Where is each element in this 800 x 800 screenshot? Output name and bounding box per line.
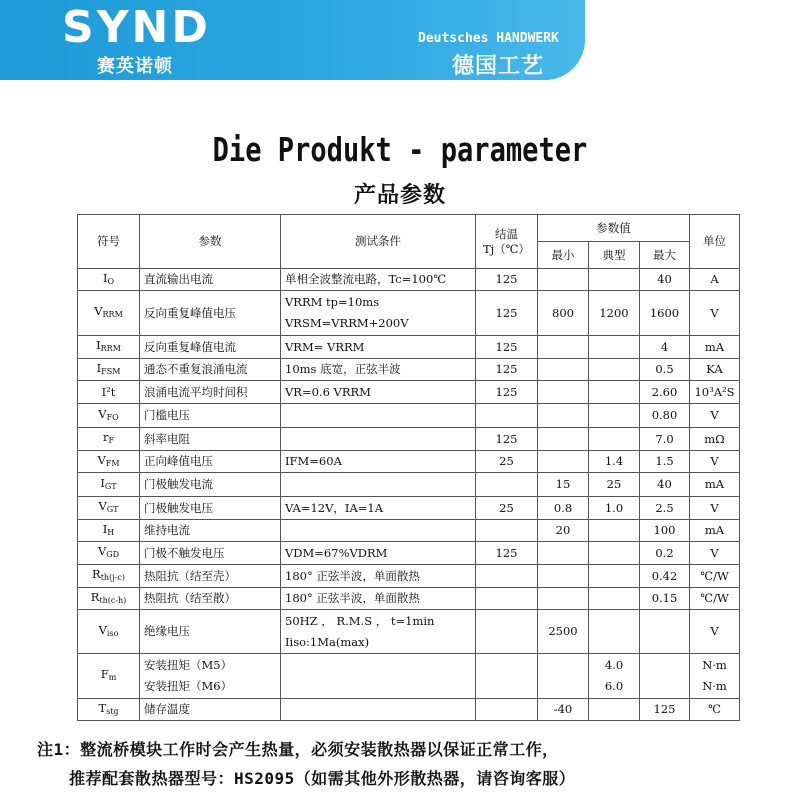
row-cond bbox=[281, 428, 476, 451]
row-max: 0.5 bbox=[640, 359, 690, 381]
row-typ bbox=[589, 542, 640, 565]
row-cond: 50HZ ， R.M.S ， t=1min Iiso:1Ma(max) bbox=[281, 610, 476, 654]
row-unit: KA bbox=[690, 359, 740, 381]
row-unit: V bbox=[690, 291, 740, 336]
row-symbol: I²t bbox=[78, 381, 140, 404]
row-symbol: $T_{stg}$ bbox=[78, 699, 140, 721]
row-min: 0.8 bbox=[538, 497, 589, 520]
row-cond bbox=[281, 654, 476, 699]
row-param: 绝缘电压 bbox=[140, 610, 281, 654]
table-row bbox=[78, 404, 740, 428]
row-symbol: $V_{GT}$ bbox=[78, 497, 140, 520]
row-unit: V bbox=[690, 610, 740, 654]
row-min bbox=[538, 336, 589, 359]
table-row bbox=[78, 699, 740, 721]
footnote-line-1: 注1：整流桥模块工作时会产生热量，必须安装散热器以保证正常工作， bbox=[37, 740, 559, 759]
row-symbol: $V_{RRM}$ bbox=[78, 291, 140, 336]
row-symbol: $R_{th(j-c)}$ bbox=[78, 565, 140, 588]
row-tj bbox=[476, 588, 538, 610]
header-typ: 典型 bbox=[589, 242, 640, 269]
row-tj: 125 bbox=[476, 336, 538, 359]
row-tj: 25 bbox=[476, 451, 538, 473]
row-symbol: $V_{GD}$ bbox=[78, 542, 140, 565]
row-unit: V bbox=[690, 542, 740, 565]
row-cond: 180° 正弦半波，单面散热 bbox=[281, 588, 476, 610]
row-symbol: $V_{FM}$ bbox=[78, 451, 140, 473]
row-typ bbox=[589, 404, 640, 428]
row-tj: 125 bbox=[476, 381, 538, 404]
row-tj bbox=[476, 565, 538, 588]
row-max: 40 bbox=[640, 269, 690, 291]
row-typ bbox=[589, 269, 640, 291]
row-min bbox=[538, 654, 589, 699]
header-symbol: 符号 bbox=[78, 215, 140, 269]
row-symbol: $I_{FSM}$ bbox=[78, 359, 140, 381]
header-param: 参数 bbox=[140, 215, 281, 269]
page-subtitle: 产品参数 bbox=[353, 183, 446, 208]
row-param: 斜率电阻 bbox=[140, 428, 281, 451]
row-cond: 单相全波整流电路，Tc=100℃ bbox=[281, 269, 476, 291]
row-max bbox=[640, 654, 690, 699]
row-min bbox=[538, 404, 589, 428]
row-typ bbox=[589, 381, 640, 404]
row-cond: VRM= VRRM bbox=[281, 336, 476, 359]
row-max: 0.42 bbox=[640, 565, 690, 588]
row-cond: IFM=60A bbox=[281, 451, 476, 473]
row-unit: mA bbox=[690, 520, 740, 542]
parameter-table bbox=[77, 214, 740, 721]
row-max: 125 bbox=[640, 699, 690, 721]
row-min bbox=[538, 381, 589, 404]
table-row bbox=[78, 473, 740, 497]
row-symbol: $I_{RRM}$ bbox=[78, 336, 140, 359]
row-typ: 1.4 bbox=[589, 451, 640, 473]
table-header-row bbox=[78, 215, 740, 242]
row-symbol: $I_O$ bbox=[78, 269, 140, 291]
table-row bbox=[78, 588, 740, 610]
row-unit: V bbox=[690, 451, 740, 473]
row-typ bbox=[589, 428, 640, 451]
row-symbol: $I_{GT}$ bbox=[78, 473, 140, 497]
row-max: 4 bbox=[640, 336, 690, 359]
table-row bbox=[78, 520, 740, 542]
row-unit: ℃/W bbox=[690, 588, 740, 610]
row-max: 1600 bbox=[640, 291, 690, 336]
row-cond: 180° 正弦半波，单面散热 bbox=[281, 565, 476, 588]
row-typ bbox=[589, 520, 640, 542]
row-tj bbox=[476, 654, 538, 699]
header-junction: 结温 Tj（℃） bbox=[476, 215, 538, 269]
row-max: 0.15 bbox=[640, 588, 690, 610]
row-symbol: $R_{th(c-h)}$ bbox=[78, 588, 140, 610]
row-cond: VDM=67%VDRM bbox=[281, 542, 476, 565]
row-typ: 4.0 6.0 bbox=[589, 654, 640, 699]
row-cond bbox=[281, 520, 476, 542]
row-min: 15 bbox=[538, 473, 589, 497]
table-row bbox=[78, 610, 740, 654]
row-max: 2.5 bbox=[640, 497, 690, 520]
row-unit: V bbox=[690, 497, 740, 520]
row-tj bbox=[476, 610, 538, 654]
row-tj: 125 bbox=[476, 269, 538, 291]
row-param: 浪涌电流平均时间积 bbox=[140, 381, 281, 404]
row-param: 反向重复峰值电流 bbox=[140, 336, 281, 359]
row-max: 100 bbox=[640, 520, 690, 542]
row-min bbox=[538, 542, 589, 565]
brand-logo: SYND bbox=[62, 2, 211, 53]
table-row bbox=[78, 269, 740, 291]
header-min: 最小 bbox=[538, 242, 589, 269]
row-min bbox=[538, 269, 589, 291]
row-unit: N·m N·m bbox=[690, 654, 740, 699]
row-cond bbox=[281, 699, 476, 721]
tagline-en: Deutsches HANDWERK bbox=[418, 31, 559, 46]
row-param: 热阻抗（结至壳） bbox=[140, 565, 281, 588]
row-max: 0.80 bbox=[640, 404, 690, 428]
table-row bbox=[78, 497, 740, 520]
row-unit: V bbox=[690, 404, 740, 428]
table-row bbox=[78, 428, 740, 451]
table-row bbox=[78, 542, 740, 565]
table-row bbox=[78, 654, 740, 699]
row-unit: 10³A²S bbox=[690, 381, 740, 404]
row-unit: mA bbox=[690, 473, 740, 497]
row-tj bbox=[476, 404, 538, 428]
tagline-cn: 德国工艺 bbox=[452, 54, 545, 79]
row-cond: VRRM tp=10ms VRSM=VRRM+200V bbox=[281, 291, 476, 336]
row-unit: mΩ bbox=[690, 428, 740, 451]
row-param: 反向重复峰值电压 bbox=[140, 291, 281, 336]
row-param: 直流输出电流 bbox=[140, 269, 281, 291]
row-param: 门极触发电压 bbox=[140, 497, 281, 520]
table-row bbox=[78, 451, 740, 473]
row-min: -40 bbox=[538, 699, 589, 721]
row-min bbox=[538, 588, 589, 610]
table-row bbox=[78, 565, 740, 588]
row-param: 安装扭矩（M5） 安装扭矩（M6） bbox=[140, 654, 281, 699]
row-min bbox=[538, 359, 589, 381]
row-tj bbox=[476, 473, 538, 497]
brand-cn-name: 赛英诺顿 bbox=[97, 56, 173, 77]
row-cond: 10ms 底宽，正弦半波 bbox=[281, 359, 476, 381]
row-cond bbox=[281, 473, 476, 497]
header-cond: 测试条件 bbox=[281, 215, 476, 269]
row-param: 门极触发电流 bbox=[140, 473, 281, 497]
row-max: 40 bbox=[640, 473, 690, 497]
row-tj: 125 bbox=[476, 428, 538, 451]
header-unit: 单位 bbox=[690, 215, 740, 269]
row-cond: VA=12V，IA=1A bbox=[281, 497, 476, 520]
row-param: 热阻抗（结至散） bbox=[140, 588, 281, 610]
header-max: 最大 bbox=[640, 242, 690, 269]
row-tj: 125 bbox=[476, 359, 538, 381]
row-typ bbox=[589, 565, 640, 588]
row-max bbox=[640, 610, 690, 654]
row-symbol: $r_F$ bbox=[78, 428, 140, 451]
row-unit: A bbox=[690, 269, 740, 291]
row-symbol: $I_H$ bbox=[78, 520, 140, 542]
row-min: 800 bbox=[538, 291, 589, 336]
row-max: 0.2 bbox=[640, 542, 690, 565]
table-row bbox=[78, 359, 740, 381]
row-tj: 125 bbox=[476, 542, 538, 565]
row-typ bbox=[589, 336, 640, 359]
table-row bbox=[78, 381, 740, 404]
row-cond: VR=0.6 VRRM bbox=[281, 381, 476, 404]
table-row bbox=[78, 291, 740, 336]
row-typ bbox=[589, 699, 640, 721]
row-symbol: $V_{iso}$ bbox=[78, 610, 140, 654]
row-unit: ℃/W bbox=[690, 565, 740, 588]
header-banner bbox=[0, 0, 585, 80]
footnote-line-2: 推荐配套散热器型号：HS2095（如需其他外形散热器，请咨询客服） bbox=[69, 769, 576, 788]
row-min: 20 bbox=[538, 520, 589, 542]
row-typ bbox=[589, 610, 640, 654]
row-min bbox=[538, 428, 589, 451]
row-cond bbox=[281, 404, 476, 428]
row-typ: 1200 bbox=[589, 291, 640, 336]
row-max: 2.60 bbox=[640, 381, 690, 404]
row-tj bbox=[476, 699, 538, 721]
row-unit: ℃ bbox=[690, 699, 740, 721]
row-max: 1.5 bbox=[640, 451, 690, 473]
row-param: 维持电流 bbox=[140, 520, 281, 542]
table-row bbox=[78, 336, 740, 359]
row-typ bbox=[589, 588, 640, 610]
page-title: Die Produkt - parameter bbox=[212, 130, 588, 169]
row-tj: 25 bbox=[476, 497, 538, 520]
row-max: 7.0 bbox=[640, 428, 690, 451]
row-min bbox=[538, 565, 589, 588]
row-unit: mA bbox=[690, 336, 740, 359]
row-typ: 1.0 bbox=[589, 497, 640, 520]
header-values: 参数值 bbox=[538, 215, 690, 242]
row-symbol: $V_{FO}$ bbox=[78, 404, 140, 428]
row-param: 通态不重复浪涌电流 bbox=[140, 359, 281, 381]
row-tj bbox=[476, 520, 538, 542]
row-tj: 125 bbox=[476, 291, 538, 336]
row-param: 门极不触发电压 bbox=[140, 542, 281, 565]
row-param: 储存温度 bbox=[140, 699, 281, 721]
row-typ: 25 bbox=[589, 473, 640, 497]
row-min: 2500 bbox=[538, 610, 589, 654]
row-typ bbox=[589, 359, 640, 381]
row-symbol: $F_m$ bbox=[78, 654, 140, 699]
row-min bbox=[538, 451, 589, 473]
row-param: 正向峰值电压 bbox=[140, 451, 281, 473]
row-param: 门槛电压 bbox=[140, 404, 281, 428]
